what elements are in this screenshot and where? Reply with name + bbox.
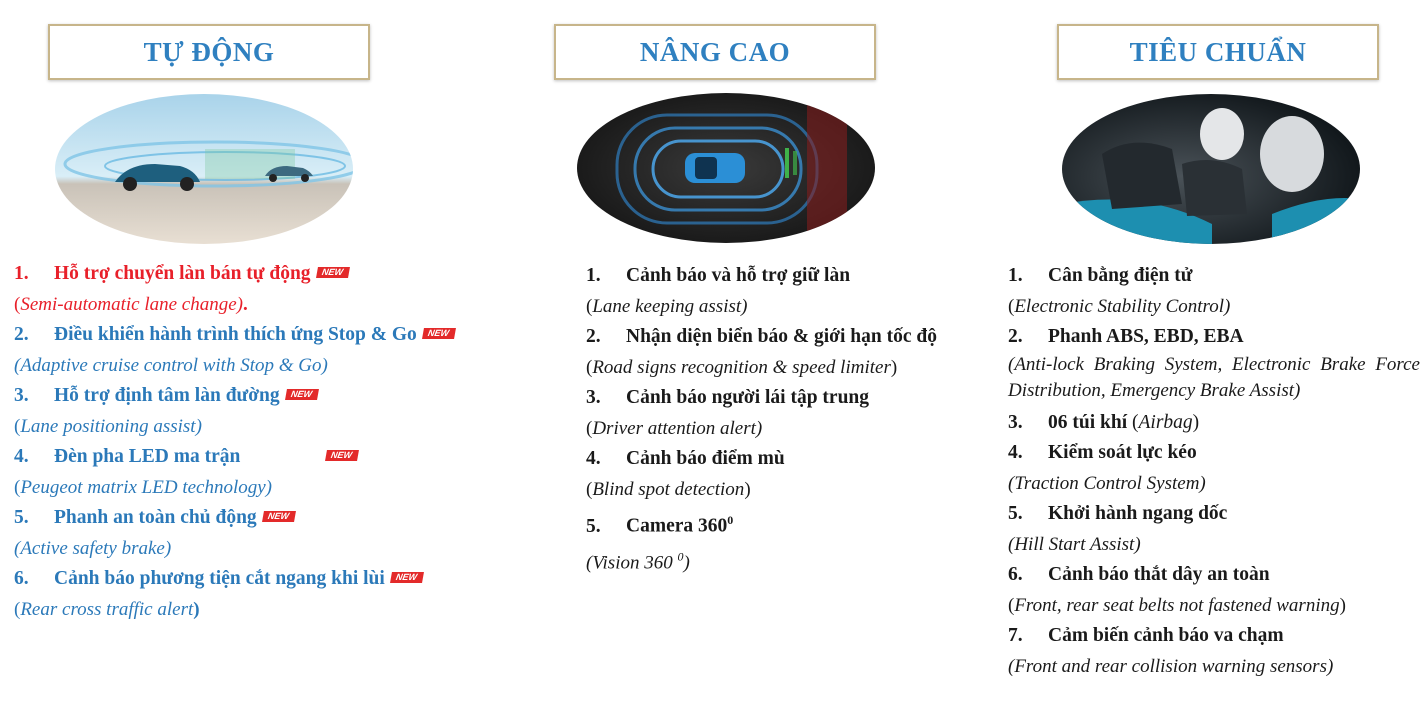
- item-title: Cảnh báo phương tiện cắt ngang khi lùi: [54, 568, 385, 589]
- item-subtitle: (Active safety brake): [14, 538, 172, 559]
- list-item: 2. Nhận diện biển báo & giới hạn tốc độ (Road signs recognition & speed limiter): [586, 322, 996, 383]
- item-title: Cảnh báo điểm mù: [626, 448, 785, 469]
- item-title: Phanh an toàn chủ động: [54, 507, 257, 528]
- item-number: 1.: [586, 265, 601, 286]
- item-subtitle: Blind spot detection: [592, 479, 745, 500]
- list-item: 1. Cân bằng điện tử (Electronic Stability Control): [1008, 261, 1420, 322]
- item-number: 7.: [1008, 625, 1023, 646]
- item-title: Nhận diện biển báo & giới hạn tốc độ: [626, 326, 937, 347]
- item-subtitle: (Vision 360: [586, 551, 678, 573]
- feature-list-automatic: [14, 259, 514, 625]
- item-subtitle: Rear cross traffic alert: [20, 599, 194, 620]
- item-number: 5.: [14, 507, 29, 528]
- item-subtitle: Airbag: [1138, 412, 1193, 433]
- list-item: [14, 320, 514, 381]
- list-item: 1. Cảnh báo và hỗ trợ giữ làn (Lane keeping assist): [586, 261, 996, 322]
- item-number: 6.: [14, 568, 29, 589]
- list-item: 5. Camera $360^0$ (Vision 360 $^0$): [586, 513, 734, 573]
- list-item: 6. Cảnh báo phương tiện cắt ngang khi lùi NEW (Rear cross traffic alert): [14, 564, 514, 625]
- item-number: 4.: [586, 448, 601, 469]
- item-subtitle: Peugeot matrix LED technology): [20, 477, 273, 498]
- item-title: Điều khiển hành trình thích ứng Stop & Go: [54, 324, 417, 345]
- section-header-automatic: TỰ ĐỘNG: [48, 24, 370, 80]
- item-title: 06 túi khí: [1048, 412, 1128, 433]
- list-item: [14, 503, 514, 564]
- item-number: 1.: [1008, 265, 1023, 286]
- item-title: Hỗ trợ định tâm làn đường: [54, 385, 280, 406]
- list-item: [1008, 322, 1420, 404]
- item-number: 3.: [586, 387, 601, 408]
- item-subtitle: (Anti-lock Braking System, Electronic Brake Force Distribution, Emergency Brake Assist): [1008, 354, 1420, 401]
- item-number: 2.: [14, 324, 29, 345]
- lane-change-image: [55, 94, 353, 244]
- new-badge: NEW: [422, 328, 456, 339]
- item-title: Cảnh báo và hỗ trợ giữ làn: [626, 265, 851, 286]
- item-subtitle: Lane positioning assist): [20, 416, 202, 437]
- item-title: Hỗ trợ chuyển làn bán tự động: [54, 263, 311, 284]
- item-number: 2.: [586, 326, 601, 347]
- item-number: 6.: [1008, 564, 1023, 585]
- list-item: [1008, 621, 1420, 682]
- airbag-interior-image: [1062, 94, 1360, 244]
- item-subtitle: (Hill Start Assist): [1008, 534, 1141, 555]
- item-title: Cảnh báo thắt dây an toàn: [1048, 564, 1270, 585]
- item-subtitle: Electronic Stability Control): [1014, 296, 1231, 317]
- column-standard: [990, 0, 1424, 701]
- list-item: 3. 06 túi khí (Airbag): [1008, 408, 1420, 438]
- list-item: 4. Đèn pha LED ma trận NEW (Peugeot matrix LED technology): [14, 442, 514, 503]
- lane-keeping-image: [577, 93, 875, 243]
- item-number: 1.: [14, 263, 29, 284]
- item-subtitle: (Adaptive cruise control with Stop & Go): [14, 355, 328, 376]
- item-subtitle: Driver attention alert): [592, 418, 763, 439]
- item-number: 5.: [1008, 503, 1023, 524]
- item-subtitle: Road signs recognition & speed limiter: [592, 357, 891, 378]
- item-number: 4.: [1008, 442, 1023, 463]
- item-subtitle: Semi-automatic lane change): [20, 294, 243, 315]
- list-item: [1008, 438, 1420, 499]
- item-title: Cân bằng điện tử: [1048, 265, 1193, 286]
- column-automatic: [0, 0, 520, 701]
- feature-list-advanced: [586, 261, 996, 578]
- item-number: 5.: [586, 515, 601, 537]
- item-subtitle: Lane keeping assist): [592, 296, 748, 317]
- list-item: 3. Cảnh báo người lái tập trung (Driver attention alert): [586, 383, 996, 444]
- item-title: Phanh ABS, EBD, EBA: [1048, 326, 1244, 347]
- list-item: 6. Cảnh báo thắt dây an toàn (Front, rear seat belts not fastened warning): [1008, 560, 1420, 621]
- new-badge: NEW: [325, 450, 359, 461]
- new-badge: NEW: [390, 572, 424, 583]
- section-header-standard: TIÊU CHUẨN: [1057, 24, 1379, 80]
- new-badge: NEW: [262, 511, 296, 522]
- new-badge: NEW: [316, 267, 350, 278]
- feature-list-standard: [1008, 261, 1420, 682]
- column-advanced: [560, 0, 1000, 701]
- list-item: 3. Hỗ trợ định tâm làn đường NEW (Lane positioning assist): [14, 381, 514, 442]
- item-number: 3.: [1008, 412, 1023, 433]
- item-title: Cảnh báo người lái tập trung: [626, 387, 870, 408]
- list-item: 1. Hỗ trợ chuyển làn bán tự động NEW (Semi-automatic lane change).: [14, 259, 514, 320]
- item-number: 4.: [14, 446, 29, 467]
- list-item: [1008, 499, 1420, 560]
- item-subtitle: (Traction Control System): [1008, 473, 1206, 494]
- item-subtitle: Front, rear seat belts not fastened warning: [1014, 595, 1340, 616]
- new-badge: NEW: [285, 389, 319, 400]
- item-title: Cảm biến cảnh báo va chạm: [1048, 625, 1284, 646]
- item-title: Kiểm soát lực kéo: [1048, 442, 1197, 463]
- section-header-advanced: NÂNG CAO: [554, 24, 876, 80]
- item-title: Khởi hành ngang dốc: [1048, 503, 1228, 524]
- item-number: 2.: [1008, 326, 1023, 347]
- item-subtitle: (Front and rear collision warning sensors): [1008, 656, 1334, 677]
- item-number: 3.: [14, 385, 29, 406]
- item-title: Camera 360: [626, 515, 728, 537]
- list-item: 4. Cảnh báo điểm mù (Blind spot detection): [586, 444, 996, 505]
- item-title: Đèn pha LED ma trận: [54, 446, 241, 467]
